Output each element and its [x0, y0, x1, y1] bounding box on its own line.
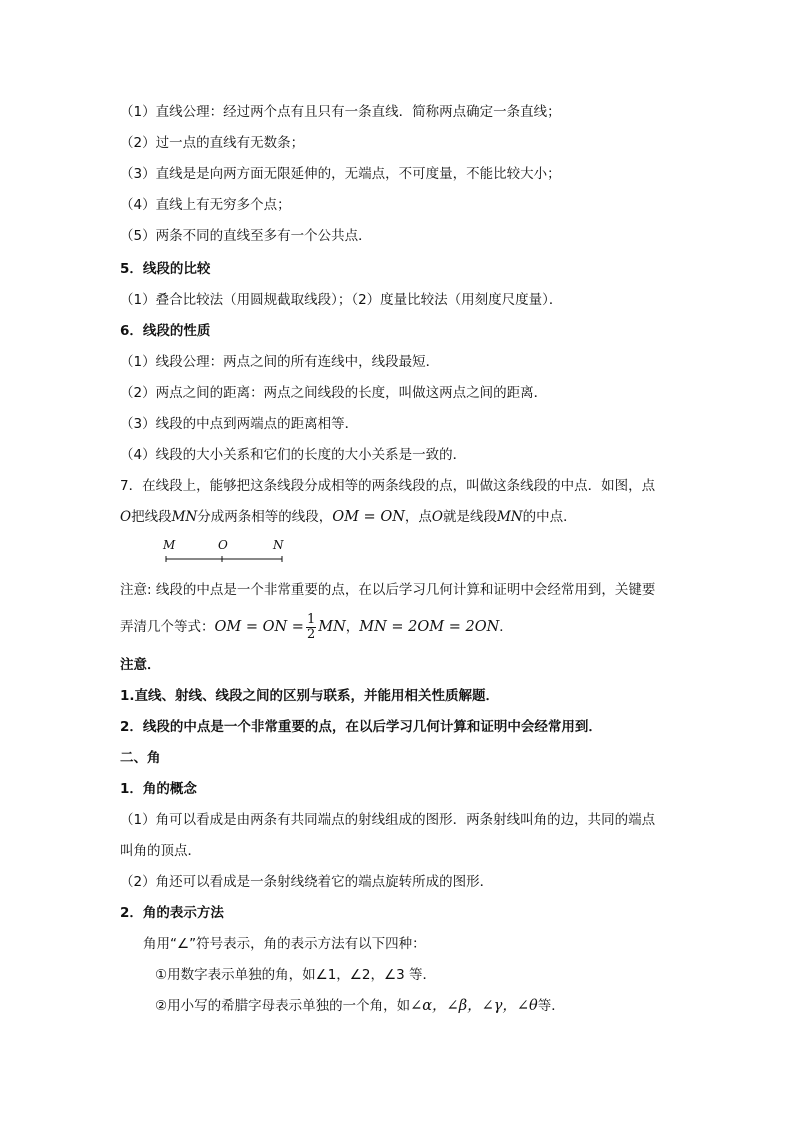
- line-segment-axiom: （1）线段公理：两点之间的所有连线中，线段最短．: [120, 354, 440, 370]
- line-midpoint-def: 7．在线段上，能够把这条线段分成相等的两条线段的点，叫做这条线段的中点．如图，点: [120, 478, 656, 494]
- heading-segment-compare: 5．线段的比较: [120, 261, 211, 277]
- segment-figure: [160, 538, 290, 568]
- greek-angles: ∠α，∠β，∠γ，∠θ: [410, 998, 538, 1014]
- line-angle-def-1: （1）角可以看成是由两条有共同端点的射线组成的图形．两条射线叫角的边，共同的端点: [120, 812, 656, 828]
- figure-label-o: O: [218, 538, 228, 552]
- line-angle-def-2: （2）角还可以看成是一条射线绕着它的端点旋转所成的图形．: [120, 874, 494, 890]
- line-size-relation: （4）线段的大小关系和它们的长度的大小关系是一致的．: [120, 447, 467, 463]
- section-angle: 二、角: [120, 750, 161, 766]
- line-note-2: 弄清几个等式：OM = ON = $\frac{1}{2}$ MN，MN = 2OM = 2ON．: [120, 611, 513, 642]
- notes-title: 注意．: [120, 657, 161, 673]
- figure-label-m: M: [163, 538, 176, 552]
- line-note-1: 注意: 线段的中点是一个非常重要的点，在以后学习几何计算和证明中会经常用到，关键要: [120, 582, 656, 598]
- heading-angle-repr: 2．角的表示方法: [120, 905, 224, 921]
- formula-om-on: OM = ON: [332, 509, 405, 525]
- note-item-1: 1.直线、射线、线段之间的区别与联系，并能用相关性质解题．: [120, 688, 500, 704]
- note-item-2: 2．线段的中点是一个非常重要的点，在以后学习几何计算和证明中会经常用到．: [120, 719, 602, 735]
- line-repr-1: ①用数字表示单独的角，如∠1，∠2，∠3 等．: [155, 967, 436, 983]
- point-o-label: O: [120, 509, 132, 525]
- heading-angle-concept: 1．角的概念: [120, 781, 197, 797]
- line-repr-intro: 角用“∠”符号表示，角的表示方法有以下四种：: [143, 936, 426, 952]
- line-infinite-points: （4）直线上有无穷多个点；: [120, 197, 291, 213]
- line-axiom: （1）直线公理：经过两个点有且只有一条直线．简称两点确定一条直线；: [120, 104, 561, 120]
- line-distance: （2）两点之间的距离：两点之间线段的长度，叫做这两点之间的距离．: [120, 385, 548, 401]
- line-angle-def-1b: 叫角的顶点．: [120, 843, 201, 859]
- line-common-point: （5）两条不同的直线至多有一个公共点．: [120, 228, 372, 244]
- segment-line-svg: [160, 538, 290, 568]
- eq-right: MN = 2OM = 2ON: [359, 619, 500, 635]
- line-midpoint-distance: （3）线段的中点到两端点的距离相等．: [120, 416, 359, 432]
- figure-label-n: N: [273, 538, 284, 552]
- line-repr-2: ②用小写的希腊字母表示单独的一个角，如∠α，∠β，∠γ，∠θ等．: [155, 998, 565, 1014]
- line-midpoint-example: O把线段MN分成两条相等的线段，OM = ON，点O就是线段MN的中点．: [120, 509, 577, 525]
- line-compare-methods: （1）叠合比较法（用圆规截取线段）；（2）度量比较法（用刻度尺度量）．: [120, 292, 563, 308]
- heading-segment-properties: 6．线段的性质: [120, 323, 211, 339]
- segment-mn-label: MN: [171, 509, 198, 525]
- line-infinite-lines: （2）过一点的直线有无数条；: [120, 135, 305, 151]
- fraction-half: $\frac{1}{2}$: [306, 611, 316, 642]
- eq-left: OM = ON =: [214, 619, 304, 635]
- line-extends: （3）直线是是向两方面无限延伸的，无端点，不可度量，不能比较大小；: [120, 166, 561, 182]
